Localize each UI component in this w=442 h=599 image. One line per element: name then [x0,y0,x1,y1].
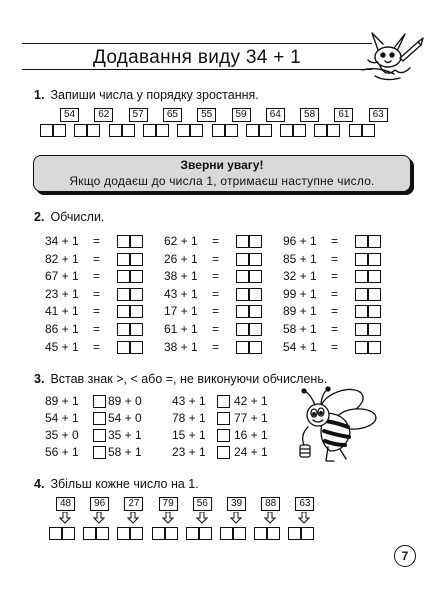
task-2-answer-cell-1[interactable] [236,305,249,318]
page-number: 7 [394,545,416,567]
down-arrow-icon [93,512,105,524]
task-4-slot-answer-cell-1[interactable] [117,527,130,540]
task-4-number: 96 [90,497,109,511]
equals-sign: = [212,234,220,248]
task-1-slot-answer-cell-1[interactable] [314,124,327,137]
task-3-compare-box[interactable] [217,412,230,425]
task-2-text: Обчисли. [50,210,105,224]
page-title-bar [22,43,372,71]
task-1-slot-answer-cell-2[interactable] [225,124,238,137]
task-4-slot-answer-cell-1[interactable] [254,527,267,540]
task-2-answer-cell-1[interactable] [355,323,368,336]
task-1-heading [34,88,259,102]
task-2-answer-cell-1[interactable] [117,341,130,354]
down-arrow-icon [230,512,242,524]
task-1-slot-answer-cell-2[interactable] [327,124,340,137]
task-2-answer-cell-1[interactable] [355,305,368,318]
task-3-right-expression: 77 + 1 [234,411,268,425]
task-3-number: 3. [34,372,45,386]
task-3-right-expression: 35 + 1 [108,428,142,442]
task-2-answer-cell-2[interactable] [130,270,143,283]
equals-sign: = [331,286,339,301]
task-4-slot-answer-cell-1[interactable] [220,527,233,540]
task-2-expression: 62 + 1 [164,234,198,248]
task-2-answer-cell-2[interactable] [249,323,262,336]
task-2-answer-cell-2[interactable] [368,270,381,283]
task-2-answer-cell-1[interactable] [236,288,249,301]
note-title: Зверни увагу! [180,158,264,172]
equals-sign: = [331,322,339,336]
equals-sign: = [331,304,339,319]
down-arrow-icon [196,512,208,524]
attention-note [33,155,411,192]
task-2-answer-cell-1[interactable] [355,270,368,283]
task-1-number: 54 [60,108,79,122]
equals-sign: = [93,304,101,319]
task-1-number: 55 [197,108,216,122]
task-2-answer-cell-1[interactable] [236,235,249,248]
task-3-compare-box[interactable] [93,412,106,425]
task-4-number: 4. [34,477,45,491]
title-rule-bottom [22,69,372,70]
task-2-answer-cell-2[interactable] [249,341,262,354]
task-1-number: 64 [266,108,285,122]
task-2-answer-cell-1[interactable] [355,341,368,354]
task-2-heading [34,210,104,224]
task-1-number: 62 [94,108,113,122]
equals-sign: = [212,269,220,284]
task-4-heading [34,477,199,491]
task-4-number: 56 [193,497,212,511]
task-2-answer-cell-2[interactable] [368,288,381,301]
task-4-slot-answer-cell-2[interactable] [267,527,280,540]
down-arrow-icon [162,512,174,524]
task-2-expression: 67 + 1 [45,269,79,284]
task-2-answer-cell-2[interactable] [130,323,143,336]
task-2-answer-cell-1[interactable] [117,288,130,301]
task-1-slot-answer-cell-2[interactable] [87,124,100,137]
task-3-right-expression: 42 + 1 [234,394,268,408]
task-1-slot-answer-cell-2[interactable] [362,124,375,137]
task-2-expression: 96 + 1 [283,234,317,248]
task-2-answer-cell-1[interactable] [117,235,130,248]
task-2-expression: 45 + 1 [45,339,79,354]
task-2-answer-cell-1[interactable] [355,288,368,301]
task-2-expression: 38 + 1 [164,339,198,354]
task-1-number: 61 [334,108,353,122]
equals-sign: = [212,251,220,266]
task-3-compare-box[interactable] [93,429,106,442]
task-2-expression: 34 + 1 [45,234,79,248]
title-rule-top [22,43,372,44]
task-4-number: 39 [227,497,246,511]
task-4-slot-answer-cell-1[interactable] [83,527,96,540]
task-2-expression: 17 + 1 [164,304,198,319]
task-1-number: 63 [369,108,388,122]
task-2-answer-cell-2[interactable] [130,253,143,266]
task-2-expression: 58 + 1 [283,322,317,336]
down-arrow-icon [127,512,139,524]
note-body: Якщо додаєш до числа 1, отримаєш наступне число. [69,174,375,188]
task-1-text: Запиши числа у порядку зростання. [50,88,259,102]
task-4-slot-answer-cell-2[interactable] [199,527,212,540]
task-1-slot-answer-cell-1[interactable] [40,124,53,137]
bee-illustration-icon [290,385,380,465]
task-4-slot-answer-cell-1[interactable] [186,527,199,540]
task-3-left-expression: 23 + 1 [172,445,206,459]
task-2-expression: 89 + 1 [283,304,317,319]
task-2-answer-cell-2[interactable] [368,305,381,318]
task-4-slot-answer-cell-2[interactable] [62,527,75,540]
down-arrow-icon [298,512,310,524]
task-3-compare-box[interactable] [217,446,230,459]
equals-sign: = [93,234,101,248]
task-4-slot-answer-cell-1[interactable] [49,527,62,540]
task-2-answer-cell-1[interactable] [355,253,368,266]
task-3-left-expression: 78 + 1 [172,411,206,425]
task-2-expression: 43 + 1 [164,286,198,301]
task-1-slot-answer-cell-1[interactable] [280,124,293,137]
task-2-answer-cell-1[interactable] [236,253,249,266]
task-2-expression: 82 + 1 [45,251,79,266]
equals-sign: = [331,339,339,354]
task-4-number: 48 [56,497,75,511]
task-2-answer-cell-2[interactable] [368,341,381,354]
equals-sign: = [212,304,220,319]
equals-sign: = [93,322,101,336]
task-2-answer-cell-1[interactable] [117,323,130,336]
task-1-slot-answer-cell-2[interactable] [259,124,272,137]
task-2-expression: 54 + 1 [283,339,317,354]
task-2-expression: 32 + 1 [283,269,317,284]
task-3-compare-box[interactable] [93,446,106,459]
task-2-answer-cell-1[interactable] [117,253,130,266]
task-1-slot-answer-cell-1[interactable] [212,124,225,137]
task-1-number: 59 [232,108,251,122]
task-4-number: 63 [295,497,314,511]
task-3-left-expression: 89 + 1 [45,394,79,408]
task-2-answer-cell-2[interactable] [249,235,262,248]
task-2-answer-cell-2[interactable] [249,288,262,301]
task-3-compare-box[interactable] [217,395,230,408]
task-2-answer-cell-2[interactable] [130,235,143,248]
task-2-expression: 26 + 1 [164,251,198,266]
equals-sign: = [212,339,220,354]
task-2-expression: 41 + 1 [45,304,79,319]
task-1-slot-answer-cell-1[interactable] [246,124,259,137]
equals-sign: = [212,322,220,336]
task-3-left-expression: 15 + 1 [172,428,206,442]
equals-sign: = [331,234,339,248]
task-3-right-expression: 89 + 0 [108,394,142,408]
equals-sign: = [93,286,101,301]
task-2-answer-cell-2[interactable] [130,288,143,301]
task-3-left-expression: 43 + 1 [172,394,206,408]
task-3-left-expression: 35 + 0 [45,428,79,442]
task-2-expression: 61 + 1 [164,322,198,336]
task-3-right-expression: 24 + 1 [234,445,268,459]
task-1-slot-answer-cell-1[interactable] [177,124,190,137]
task-4-slot-answer-cell-2[interactable] [130,527,143,540]
task-1-number: 57 [129,108,148,122]
task-3-left-expression: 54 + 1 [45,411,79,425]
task-4-number: 79 [159,497,178,511]
task-2-answer-cell-2[interactable] [130,305,143,318]
equals-sign: = [331,251,339,266]
equals-sign: = [93,269,101,284]
task-1-number: 65 [163,108,182,122]
task-2-answer-cell-2[interactable] [368,253,381,266]
task-3-compare-box[interactable] [217,429,230,442]
task-1-slot-answer-cell-1[interactable] [349,124,362,137]
task-1-slot-answer-cell-2[interactable] [122,124,135,137]
task-4-text: Збільш кожне число на 1. [50,477,199,491]
task-2-answer-cell-1[interactable] [236,270,249,283]
equals-sign: = [93,251,101,266]
task-3-right-expression: 16 + 1 [234,428,268,442]
task-4-slot-answer-cell-2[interactable] [165,527,178,540]
task-4-slot-answer-cell-1[interactable] [288,527,301,540]
task-3-right-expression: 54 + 0 [108,411,142,425]
task-2-answer-cell-2[interactable] [249,270,262,283]
task-4-slot-answer-cell-2[interactable] [233,527,246,540]
task-2-answer-cell-1[interactable] [236,341,249,354]
task-3-text: Встав знак >, < або =, не виконуючи обчислень. [50,372,328,386]
task-4-slot-answer-cell-2[interactable] [96,527,109,540]
task-3-right-expression: 58 + 1 [108,445,142,459]
task-2-answer-cell-1[interactable] [236,323,249,336]
task-2-answer-cell-1[interactable] [355,235,368,248]
task-3-left-expression: 56 + 1 [45,445,79,459]
task-2-answer-cell-2[interactable] [249,305,262,318]
equals-sign: = [331,269,339,284]
task-3-heading [34,372,327,386]
task-1-slot-answer-cell-1[interactable] [143,124,156,137]
task-2-answer-cell-2[interactable] [249,253,262,266]
task-2-expression: 23 + 1 [45,286,79,301]
task-2-answer-cell-1[interactable] [117,270,130,283]
task-2-expression: 85 + 1 [283,251,317,266]
task-1-slot-answer-cell-1[interactable] [74,124,87,137]
task-2-expression: 99 + 1 [283,286,317,301]
task-2-expression: 38 + 1 [164,269,198,284]
task-1-number: 58 [300,108,319,122]
down-arrow-icon [264,512,276,524]
down-arrow-icon [59,512,71,524]
task-4-slot-answer-cell-1[interactable] [152,527,165,540]
task-4-number: 88 [261,497,280,511]
task-2-expression: 86 + 1 [45,322,79,336]
equals-sign: = [212,286,220,301]
equals-sign: = [93,339,101,354]
task-3-compare-box[interactable] [93,395,106,408]
task-4-slot-answer-cell-2[interactable] [301,527,314,540]
task-2-answer-cell-1[interactable] [117,305,130,318]
task-1-slot-answer-cell-2[interactable] [190,124,203,137]
bunny-mascot-icon [350,30,430,86]
page-title: Додавання виду 34 + 1 [92,47,302,68]
task-4-number: 27 [124,497,143,511]
task-2-answer-cell-2[interactable] [368,323,381,336]
task-1-slot-answer-cell-1[interactable] [109,124,122,137]
task-1-slot-answer-cell-2[interactable] [53,124,66,137]
task-1-number: 1. [34,88,45,102]
task-1-slot-answer-cell-2[interactable] [293,124,306,137]
task-2-answer-cell-2[interactable] [368,235,381,248]
task-2-answer-cell-2[interactable] [130,341,143,354]
task-2-number: 2. [34,210,45,224]
task-1-slot-answer-cell-2[interactable] [156,124,169,137]
